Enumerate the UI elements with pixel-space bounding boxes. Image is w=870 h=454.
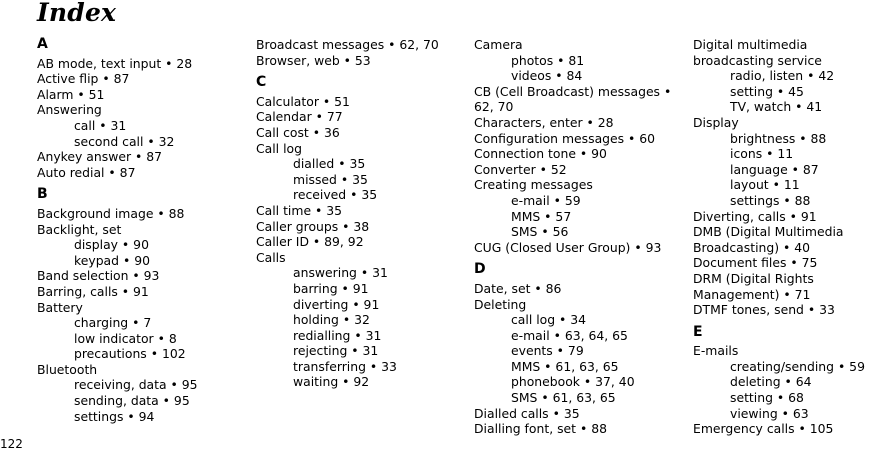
index-entry: Band selection • 93 — [37, 268, 160, 284]
index-subentry: call log • 34 — [511, 312, 587, 328]
index-subentry: setting • 45 — [730, 83, 804, 99]
index-entry: Battery — [37, 299, 83, 315]
index-subentry: photos • 81 — [511, 52, 585, 68]
index-entry: Date, set • 86 — [474, 280, 562, 296]
index-subentry: sending, data • 95 — [74, 393, 190, 409]
index-entry: Call cost • 36 — [256, 124, 340, 140]
index-entry: Camera — [474, 37, 523, 52]
index-subentry: MMS • 57 — [511, 208, 572, 224]
index-entry: Alarm • 51 — [37, 86, 105, 102]
index-subentry: holding • 32 — [293, 312, 370, 328]
index-subentry: low indicator • 8 — [74, 330, 177, 346]
index-subentry: transferring • 33 — [293, 358, 397, 374]
index-entry: 62, 70 — [474, 99, 514, 115]
index-entry: Anykey answer • 87 — [37, 149, 162, 165]
index-subentry: videos • 84 — [511, 68, 583, 84]
index-subentry: waiting • 92 — [293, 374, 370, 390]
index-column-4 — [693, 37, 870, 437]
index-subentry: viewing • 63 — [730, 405, 809, 421]
index-entry: DRM (Digital Rights — [693, 270, 814, 286]
index-subentry: precautions • 102 — [74, 346, 186, 362]
index-subentry: radio, listen • 42 — [730, 68, 835, 84]
index-entry: Configuration messages • 60 — [474, 130, 656, 146]
index-entry: Diverting, calls • 91 — [693, 208, 817, 224]
index-entry: Caller ID • 89, 92 — [256, 234, 364, 250]
index-column-3 — [474, 37, 686, 437]
index-entry: Auto redial • 87 — [37, 164, 136, 180]
index-subentry: receiving, data • 95 — [74, 377, 198, 393]
index-subentry: answering • 31 — [293, 265, 388, 281]
index-entry: Answering — [37, 102, 102, 118]
index-entry: Background image • 88 — [37, 205, 185, 221]
index-entry: CB (Cell Broadcast) messages • — [474, 83, 672, 99]
index-entry: DTMF tones, send • 33 — [693, 302, 835, 318]
index-entry: Dialling font, set • 88 — [474, 421, 607, 437]
index-subentry: diverting • 91 — [293, 296, 380, 312]
index-subentry: SMS • 56 — [511, 224, 569, 240]
index-entry: Document files • 75 — [693, 255, 818, 271]
index-subentry: language • 87 — [730, 161, 819, 177]
index-subentry: MMS • 61, 63, 65 — [511, 358, 619, 374]
index-entry: Call log — [256, 140, 302, 156]
index-entry: Converter • 52 — [474, 161, 567, 177]
index-subentry: SMS • 61, 63, 65 — [511, 390, 616, 406]
index-subentry: settings • 94 — [74, 408, 155, 424]
index-subentry: layout • 11 — [730, 177, 800, 193]
index-entry: Barring, calls • 91 — [37, 283, 149, 299]
index-subentry: call • 31 — [74, 117, 127, 133]
index-entry: Deleting — [474, 296, 527, 312]
index-entry: Connection tone • 90 — [474, 146, 607, 162]
index-entry: Backlight, set — [37, 221, 122, 237]
index-subentry: second call • 32 — [74, 133, 175, 149]
index-subentry: display • 90 — [74, 237, 149, 253]
index-entry: Emergency calls • 105 — [693, 421, 834, 437]
index-subentry: e-mail • 63, 64, 65 — [511, 327, 628, 343]
index-subentry: rejecting • 31 — [293, 343, 379, 359]
index-entry: Creating messages — [474, 177, 593, 193]
index-subentry: deleting • 64 — [730, 374, 812, 390]
index-entry: broadcasting service — [693, 52, 822, 68]
index-section-letter: C — [256, 74, 267, 91]
index-subentry: events • 79 — [511, 343, 584, 359]
index-entry: Bluetooth — [37, 361, 98, 377]
index-entry: Call time • 35 — [256, 202, 343, 218]
index-section-letter: A — [37, 36, 48, 52]
index-entry: Calculator • 51 — [256, 93, 350, 109]
index-subentry: received • 35 — [293, 187, 378, 203]
index-entry: Calendar • 77 — [256, 109, 343, 125]
index-subentry: brightness • 88 — [730, 130, 827, 146]
page-title: Index — [37, 0, 117, 27]
index-section-letter: E — [693, 323, 703, 340]
index-entry: AB mode, text input • 28 — [37, 55, 193, 71]
index-subentry: keypad • 90 — [74, 252, 150, 268]
index-subentry: icons • 11 — [730, 146, 794, 162]
index-subentry: phonebook • 37, 40 — [511, 374, 635, 390]
index-entry: DMB (Digital Multimedia — [693, 224, 844, 240]
index-entry: Broadcast messages • 62, 70 — [256, 37, 439, 52]
index-entry: Management) • 71 — [693, 286, 811, 302]
index-subentry: setting • 68 — [730, 390, 804, 406]
index-subentry: e-mail • 59 — [511, 192, 581, 208]
index-subentry: dialled • 35 — [293, 156, 366, 172]
index-column-1 — [37, 37, 247, 424]
index-entry: E-mails — [693, 343, 739, 359]
index-entry: Digital multimedia — [693, 37, 808, 52]
index-entry: CUG (Closed User Group) • 93 — [474, 239, 662, 255]
index-subentry: charging • 7 — [74, 315, 152, 331]
index-entry: Display — [693, 114, 739, 130]
index-entry: Calls — [256, 249, 286, 265]
index-subentry: TV, watch • 41 — [730, 99, 823, 115]
index-subentry: redialling • 31 — [293, 327, 382, 343]
index-column-2 — [256, 37, 466, 390]
index-entry: Active flip • 87 — [37, 71, 130, 87]
index-subentry: creating/sending • 59 — [730, 358, 865, 374]
page-number: 122 — [0, 437, 23, 451]
index-entry: Browser, web • 53 — [256, 52, 371, 68]
index-entry: Characters, enter • 28 — [474, 114, 614, 130]
index-subentry: barring • 91 — [293, 280, 369, 296]
index-section-letter: B — [37, 186, 48, 203]
index-entry: Dialled calls • 35 — [474, 405, 580, 421]
index-subentry: settings • 88 — [730, 192, 811, 208]
index-section-letter: D — [474, 261, 486, 278]
index-entry: Broadcasting) • 40 — [693, 239, 811, 255]
index-subentry: missed • 35 — [293, 171, 368, 187]
index-entry: Caller groups • 38 — [256, 218, 370, 234]
